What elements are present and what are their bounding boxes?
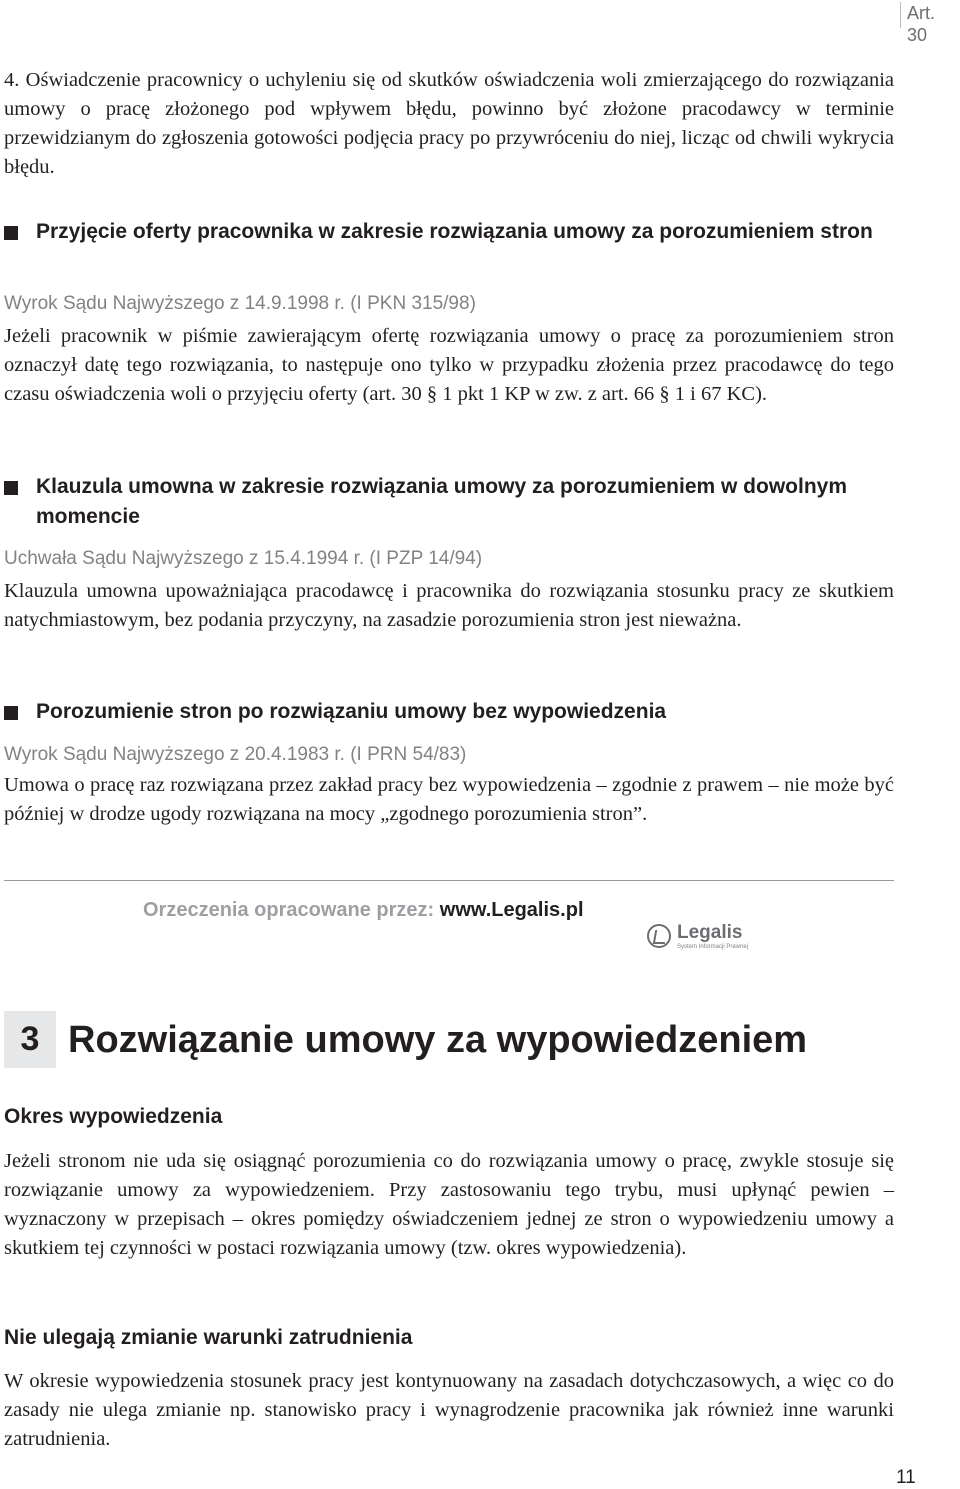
- credit-site-link[interactable]: www.Legalis.pl: [439, 899, 584, 921]
- square-bullet-icon: [4, 226, 18, 240]
- section-heading: [4, 472, 894, 532]
- section-heading-text: Przyjęcie oferty pracownika w zakresie rozwiązania umowy za porozumieniem stron: [36, 220, 873, 243]
- square-bullet-icon: [4, 481, 18, 495]
- case-source: Uchwała Sądu Najwyższego z 15.4.1994 r. (I PZP 14/94): [4, 548, 483, 569]
- chapter-number: 3: [4, 1011, 56, 1068]
- section-heading-text: Porozumienie stron po rozwiązaniu umowy bez wypowiedzenia: [36, 700, 667, 723]
- subsection-heading: Okres wypowiedzenia: [4, 1105, 223, 1128]
- legalis-mark-icon: [647, 924, 671, 948]
- section-heading-text: Klauzula umowna w zakresie rozwiązania umowy za porozumieniem w dowolnym momencie: [36, 475, 848, 528]
- chapter-title: Rozwiązanie umowy za wypowiedzeniem: [68, 1019, 808, 1061]
- section-heading: [4, 697, 894, 727]
- credit-label: Orzeczenia opracowane przez:: [143, 899, 435, 921]
- logo-tagline: System Informacji Prawnej: [677, 943, 749, 950]
- section-heading: [4, 217, 894, 247]
- case-summary: Umowa o pracę raz rozwiązana przez zakład pracy bez wypowiedzenia – zgodnie z prawem – nie może być później w drodze ugody rozwiązana na mocy „zgodnego porozumienia stron”.: [4, 774, 894, 825]
- logo-name: Legalis: [677, 921, 743, 943]
- case-summary: Jeżeli pracownik w piśmie zawierającym ofertę rozwiązania umowy o pracę za porozumieniem stron oznaczył datę tego rozwiązania, to następuje ono tylko w przypadku złożenia przez pracodawcę do tego czasu oświadczenia woli o przyjęciu oferty (art. 30 § 1 pkt 1 KP w zw. z art. 66 § 1 i 67 KC).: [4, 325, 894, 405]
- credit-line: [143, 896, 584, 924]
- article-label: Art. 30: [900, 2, 960, 28]
- subsection-body: Jeżeli stronom nie uda się osiągnąć porozumienia co do rozwiązania umowy o pracę, zwykle stosuje się rozwiązanie umowy za wypowiedzeniem. Przy zastosowaniu tego trybu, musi upłynąć pewien – wyznaczony w przepisach – okres pomiędzy oświadczeniem jednej ze stron o wypowiedzeniu umowy a skutkiem tej czynności w postaci rozwiązania umowy (tzw. okres wypowiedzenia).: [4, 1150, 894, 1259]
- case-source: Wyrok Sądu Najwyższego z 20.4.1983 r. (I PRN 54/83): [4, 744, 467, 765]
- subsection-heading: Nie ulegają zmianie warunki zatrudnienia: [4, 1326, 413, 1349]
- case-summary: Klauzula umowna upoważniająca pracodawcę i pracownika do rozwiązania stosunku pracy ze skutkiem natychmiastowym, bez podania przyczyny, na zasadzie porozumienia stron jest nieważna.: [4, 580, 894, 631]
- square-bullet-icon: [4, 706, 18, 720]
- intro-paragraph: 4. Oświadczenie pracownicy o uchyleniu się od skutków oświadczenia woli zmierzającego do rozwiązania umowy o pracę złożonego pod wpływem błędu, powinno być złożone pracodawcy w terminie przewidzianym do zgłoszenia gotowości podjęcia pracy po przywróceniu do niej, licząc od chwili wykrycia błędu.: [4, 69, 894, 178]
- legalis-logo: [647, 918, 762, 954]
- page-number: 11: [896, 1467, 916, 1488]
- case-source: Wyrok Sądu Najwyższego z 14.9.1998 r. (I PKN 315/98): [4, 293, 476, 314]
- divider: [4, 880, 894, 881]
- subsection-body: W okresie wypowiedzenia stosunek pracy jest kontynuowany na zasadach dotychczasowych, a więc co do zasady nie ulega zmianie np. stanowisko pracy i wynagrodzenie pracownika jak również inne warunki zatrudnienia.: [4, 1370, 894, 1450]
